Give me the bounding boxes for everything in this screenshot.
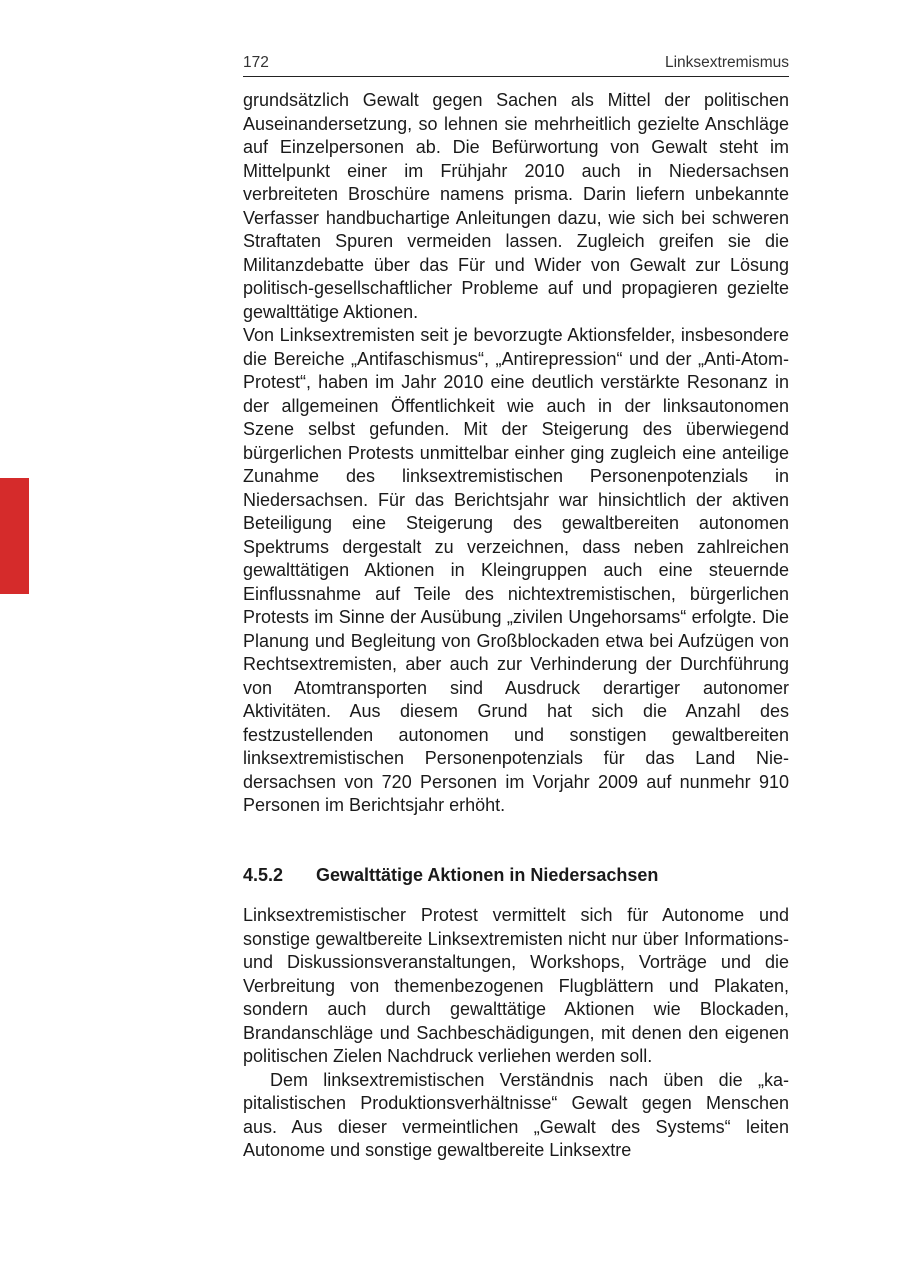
section-title: Gewalttätige Aktionen in Niedersachsen xyxy=(316,864,659,885)
paragraph-4: Dem linksextremistischen Verständnis nach üben die „kapitalistischen Produktionsverhältnisse“ Gewalt gegen Menschen aus. Aus dieser vermeintlichen „Gewalt des Systems“ leiten Autonome und sonstige gewaltbereite Linksextre xyxy=(243,1069,789,1160)
paragraph-3: Linksextremistischer Protest vermittelt sich für Autonome und sonstige gewaltbereite Linksextremisten nicht nur über Informations- und Diskussionsveranstaltungen, Workshops, Vorträge und die Verbreitung von themenbezogenen Flugblättern und Plakaten, sondern auch durch gewalttätige Aktionen wie Blockaden, Brandanschläge und Sachbeschädigungen, mit denen den eigenen politischen Zielen Nachdruck verliehen werden soll. xyxy=(243,905,789,1066)
page-header xyxy=(243,52,789,77)
chapter-tab-marker xyxy=(0,478,29,594)
section-heading xyxy=(243,864,789,888)
page-number: 172 xyxy=(243,54,269,71)
body-text xyxy=(243,89,789,1163)
running-title: Linksextremismus xyxy=(664,54,789,71)
paragraph-1: grundsätzlich Gewalt gegen Sachen als Mittel der politischen Auseinandersetzung, so lehnen sie mehrheitlich gezielte Anschläge auf Einzelpersonen ab. Die Befürwortung von Gewalt steht im Mittelpunkt einer im Frühjahr 2010 auch in Niedersachsen verbreiteten Broschüre namens prisma. Darin liefern unbekannte Verfasser handbuchartige Anleitungen dazu, wie sich bei schweren Straftaten Spuren vermeiden lassen. Zugleich greifen sie die Militanzdebatte über das Für und Wider von Gewalt zur Lösung politisch-gesellschaftlicher Probleme auf und propagieren gezielte gewalttätige Aktionen. xyxy=(243,90,789,322)
section-number: 4.5.2 xyxy=(243,864,284,885)
paragraph-2: Von Linksextremisten seit je bevorzugte Aktionsfelder, insbesondere die Bereiche „Antifaschismus“, „Antirepression“ und der „Anti-Atom-Protest“, haben im Jahr 2010 eine deutlich verstärkte Resonanz in der allgemeinen Öffentlichkeit wie auch in der linksautonomen Szene selbst gefunden. Mit der Steigerung des überwiegend bürgerlichen Protests unmittelbar einher ging zugleich eine anteilige Zunahme des linksextremistischen Personenpotenzials in Niedersachsen. Für das Berichtsjahr war hinsichtlich der aktiven Beteiligung eine Steigerung des gewaltbereiten autonomen Spektrums dergestalt zu verzeichnen, dass neben zahlreichen gewalttätigen Aktionen in Kleingruppen auch eine steuernde Einflussnahme auf Teile des nichtextremistischen, bürgerlichen Protests im Sinne der Ausübung „zivilen Ungehorsams“ erfolgte. Die Planung und Begleitung von Großblockaden etwa bei Aufzügen von Rechtsextremisten, aber auch zur Verhinderung der Durchführung von Atomtransporten sind Ausdruck derartiger autonomer Aktivitäten. Aus diesem Grund hat sich die Anzahl des festzustellenden autonomen und sonstigen gewaltbereiten linksextremistischen Personenpotenzials für das Land Niedersachsen von 720 Personen im Vorjahr 2009 auf nunmehr 910 Personen im Berichtsjahr erhöht. xyxy=(243,325,789,815)
